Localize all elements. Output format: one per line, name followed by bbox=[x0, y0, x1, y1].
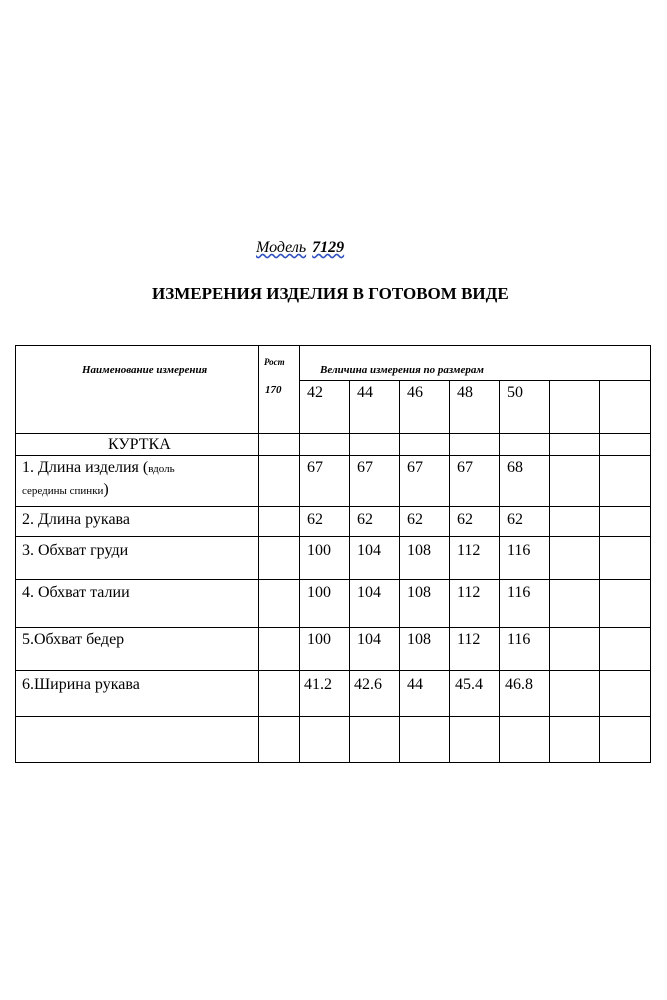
table-cell: 67 bbox=[357, 459, 373, 476]
table-cell: 62 bbox=[307, 511, 323, 528]
row-name: 6.Ширина рукава bbox=[22, 676, 140, 693]
table-cell: 112 bbox=[457, 584, 481, 601]
table-divider-size bbox=[449, 380, 450, 763]
table-cell: 67 bbox=[307, 459, 323, 476]
table-cell: 62 bbox=[407, 511, 423, 528]
table-divider-size bbox=[499, 380, 500, 763]
row-name: 1. Длина изделия (вдоль bbox=[22, 459, 175, 476]
table-divider-size bbox=[549, 380, 550, 763]
table-cell: 68 bbox=[507, 459, 523, 476]
row-name: 2. Длина рукава bbox=[22, 511, 130, 528]
row-name: 3. Обхват груди bbox=[22, 542, 129, 559]
table-cell: 42.6 bbox=[354, 676, 382, 693]
table-border-left bbox=[15, 345, 16, 763]
table-cell: 112 bbox=[457, 542, 481, 559]
table-cell: 116 bbox=[507, 584, 531, 601]
model-number: 7129 bbox=[312, 239, 345, 256]
table-border-top bbox=[15, 345, 651, 346]
model-label: Модель bbox=[256, 239, 307, 256]
document-title: ИЗМЕРЕНИЯ ИЗДЕЛИЯ В ГОТОВОМ ВИДЕ bbox=[152, 284, 509, 303]
row-name: 5.Обхват бедер bbox=[22, 631, 125, 648]
model-caption bbox=[256, 239, 344, 257]
height-label: Рост bbox=[264, 357, 285, 367]
table-cell: 62 bbox=[457, 511, 473, 528]
table-cell: 100 bbox=[307, 631, 331, 648]
table-cell: 62 bbox=[507, 511, 523, 528]
section-label: КУРТКА bbox=[108, 436, 171, 453]
row-name-note: вдоль bbox=[148, 463, 175, 475]
size-header-cell: 44 bbox=[357, 384, 373, 401]
table-cell: 104 bbox=[357, 631, 381, 648]
table-cell: 104 bbox=[357, 542, 381, 559]
table-cell: 116 bbox=[507, 542, 531, 559]
row-name-line2: середины спинки) bbox=[22, 481, 109, 498]
table-cell: 45.4 bbox=[455, 676, 483, 693]
table-divider-size bbox=[349, 380, 350, 763]
size-header-cell: 50 bbox=[507, 384, 523, 401]
row-divider bbox=[15, 536, 651, 537]
row-divider bbox=[15, 670, 651, 671]
table-cell: 100 bbox=[307, 542, 331, 559]
table-cell: 46.8 bbox=[505, 676, 533, 693]
height-value: 170 bbox=[265, 384, 282, 396]
table-cell: 44 bbox=[407, 676, 423, 693]
size-header-cell: 42 bbox=[307, 384, 323, 401]
table-cell: 67 bbox=[457, 459, 473, 476]
table-cell: 116 bbox=[507, 631, 531, 648]
table-cell: 104 bbox=[357, 584, 381, 601]
size-header-cell: 46 bbox=[407, 384, 423, 401]
table-border-bottom bbox=[15, 762, 651, 763]
row-name: 4. Обхват талии bbox=[22, 584, 130, 601]
table-cell: 67 bbox=[407, 459, 423, 476]
sizes-caption: Величина измерения по размерам bbox=[320, 364, 484, 376]
table-cell: 100 bbox=[307, 584, 331, 601]
table-divider-height bbox=[299, 345, 300, 763]
table-divider-size bbox=[399, 380, 400, 763]
name-column-header: Наименование измерения bbox=[82, 364, 208, 376]
row-divider bbox=[15, 506, 651, 507]
table-cell: 108 bbox=[407, 584, 431, 601]
sizes-caption-divider bbox=[299, 380, 651, 381]
row-divider bbox=[15, 455, 651, 456]
table-cell: 108 bbox=[407, 631, 431, 648]
row-divider bbox=[15, 579, 651, 580]
table-cell: 41.2 bbox=[304, 676, 332, 693]
table-cell: 108 bbox=[407, 542, 431, 559]
row-divider bbox=[15, 716, 651, 717]
table-divider-name bbox=[258, 345, 259, 763]
row-divider bbox=[15, 627, 651, 628]
table-divider-size bbox=[599, 380, 600, 763]
table-cell: 62 bbox=[357, 511, 373, 528]
header-divider bbox=[15, 433, 651, 434]
table-border-right bbox=[650, 345, 651, 763]
table-cell: 112 bbox=[457, 631, 481, 648]
size-header-cell: 48 bbox=[457, 384, 473, 401]
